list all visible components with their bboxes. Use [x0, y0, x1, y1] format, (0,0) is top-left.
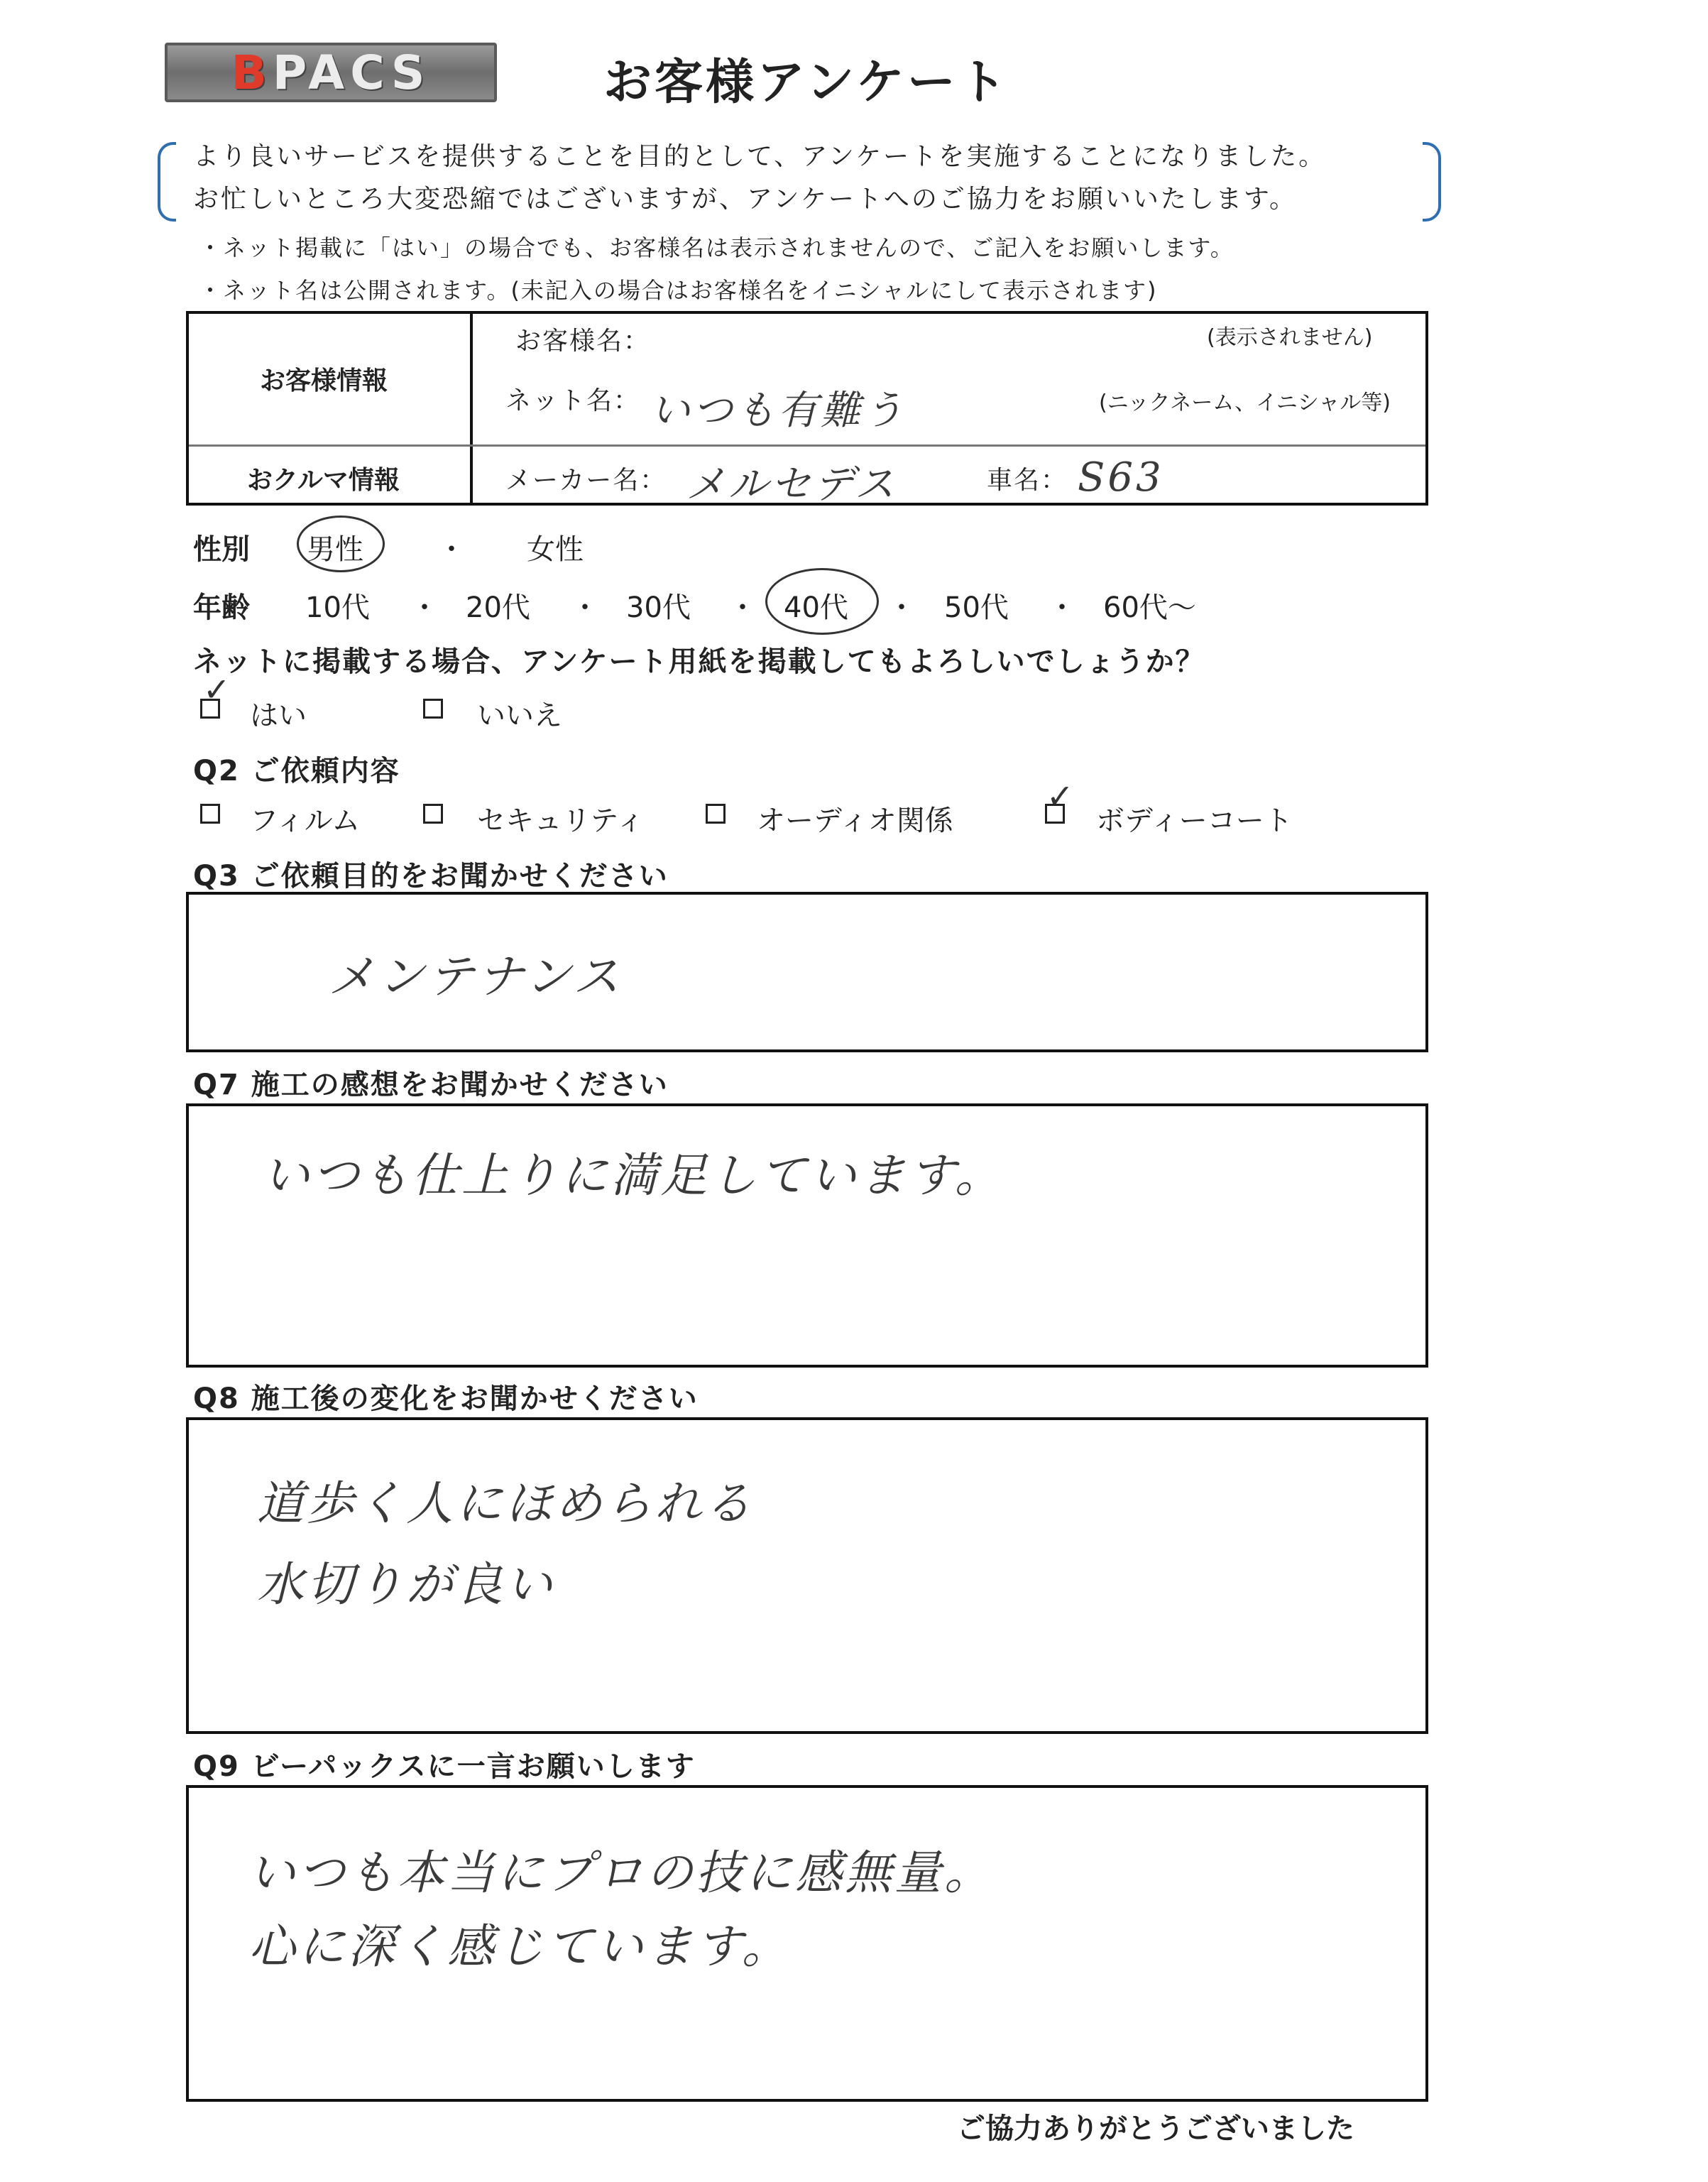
q7-answer-line-1: いつも仕上りに満足しています。 [263, 1148, 1004, 1203]
model-value[interactable]: S63 [1078, 454, 1164, 501]
gender-separator: ・ [437, 533, 466, 566]
netname-note: (ニックネーム、イニシャル等) [1099, 391, 1391, 415]
q3-title: Q3 ご依頼目的をお聞かせください [193, 860, 669, 893]
q8-answer-line-1: 道歩く人にほめられる [257, 1476, 754, 1531]
q2-option-bodycoat: ボディーコート [1096, 804, 1293, 837]
publish-yes-label: はい [250, 699, 307, 732]
age-separator: ・ [571, 591, 599, 624]
q9-answer-box[interactable] [186, 1785, 1428, 2102]
age-option-30[interactable]: 30代 [626, 591, 691, 624]
table-divider-vertical [470, 314, 473, 503]
page-title: お客様アンケート [603, 55, 1009, 111]
q9-answer-line-1: いつも本当にプロの技に感無量。 [248, 1845, 994, 1900]
age-option-20[interactable]: 20代 [466, 591, 530, 624]
gender-option-male[interactable]: 男性 [307, 533, 363, 566]
table-divider-horizontal [189, 444, 1425, 447]
customer-name-label: お客様名： [515, 327, 651, 356]
age-option-10[interactable]: 10代 [305, 591, 370, 624]
logo-letter-b: B [231, 45, 273, 100]
q2-option-security: セキュリティ [477, 804, 645, 837]
maker-label: メーカー名： [505, 466, 667, 495]
maker-value[interactable]: メルセデス [686, 462, 897, 508]
intro-bracket-left [158, 142, 176, 222]
q8-answer-box[interactable] [186, 1417, 1428, 1734]
model-label: 車名： [987, 466, 1068, 495]
publish-no-checkbox[interactable] [423, 699, 443, 719]
check-mark-icon: ✓ [1046, 777, 1074, 815]
gender-option-female[interactable]: 女性 [527, 533, 584, 566]
age-option-60[interactable]: 60代～ [1103, 591, 1196, 624]
logo-text: PACS [272, 45, 431, 100]
customer-name-note: (表示されません) [1207, 325, 1373, 350]
publish-no-label: いいえ [477, 699, 562, 732]
customer-info-label: お客様情報 [260, 366, 388, 396]
car-info-label: おクルマ情報 [247, 466, 400, 495]
note-line-2: ・ネット名は公開されます。(未記入の場合はお客様名をイニシャルにして表示されます) [199, 277, 1158, 304]
note-line-1: ・ネット掲載に「はい」の場合でも、お客様名は表示されませんので、ご記入をお願いします。 [199, 234, 1235, 261]
q2-checkbox-audio[interactable] [706, 804, 726, 824]
netname-label: ネット名： [505, 386, 641, 415]
thanks-message: ご協力ありがとうございました [957, 2112, 1354, 2145]
age-option-40[interactable]: 40代 [784, 591, 848, 624]
age-option-50[interactable]: 50代 [944, 591, 1009, 624]
q2-option-audio: オーディオ関係 [757, 804, 953, 837]
netname-value[interactable]: いつも有難う [650, 388, 906, 434]
q2-option-film: フィルム [250, 804, 361, 837]
age-label: 年齢 [193, 591, 250, 624]
intro-bracket-right [1423, 142, 1441, 222]
gender-label: 性別 [193, 533, 250, 566]
customer-info-table [186, 311, 1428, 506]
q2-checkbox-security[interactable] [423, 804, 443, 824]
q8-title: Q8 施工後の変化をお聞かせください [193, 1382, 699, 1415]
publish-question: ネットに掲載する場合、アンケート用紙を掲載してもよろしいでしょうか？ [193, 645, 1205, 678]
age-separator: ・ [728, 591, 757, 624]
q2-checkbox-film[interactable] [200, 804, 220, 824]
age-separator: ・ [410, 591, 439, 624]
q3-answer-line-1: メンテナンス [328, 949, 623, 1004]
intro-line-1: より良いサービスを提供することを目的として、アンケートを実施することになりました。 [193, 142, 1327, 171]
age-separator: ・ [1048, 591, 1076, 624]
bpacs-logo [165, 43, 497, 102]
q9-title: Q9 ビーパックスに一言お願いします [193, 1750, 696, 1783]
q3-answer-box[interactable] [186, 892, 1428, 1052]
age-separator: ・ [887, 591, 916, 624]
intro-line-2: お忙しいところ大変恐縮ではございますが、アンケートへのご協力をお願いいたします。 [193, 185, 1297, 214]
q9-answer-line-2: 心に深く感じています。 [248, 1919, 792, 1974]
check-mark-icon: ✓ [203, 670, 231, 709]
q7-answer-box[interactable] [186, 1103, 1428, 1368]
q8-answer-line-2: 水切りが良い [257, 1557, 555, 1612]
q2-title: Q2 ご依頼内容 [193, 755, 400, 787]
q7-title: Q7 施工の感想をお聞かせください [193, 1069, 669, 1101]
